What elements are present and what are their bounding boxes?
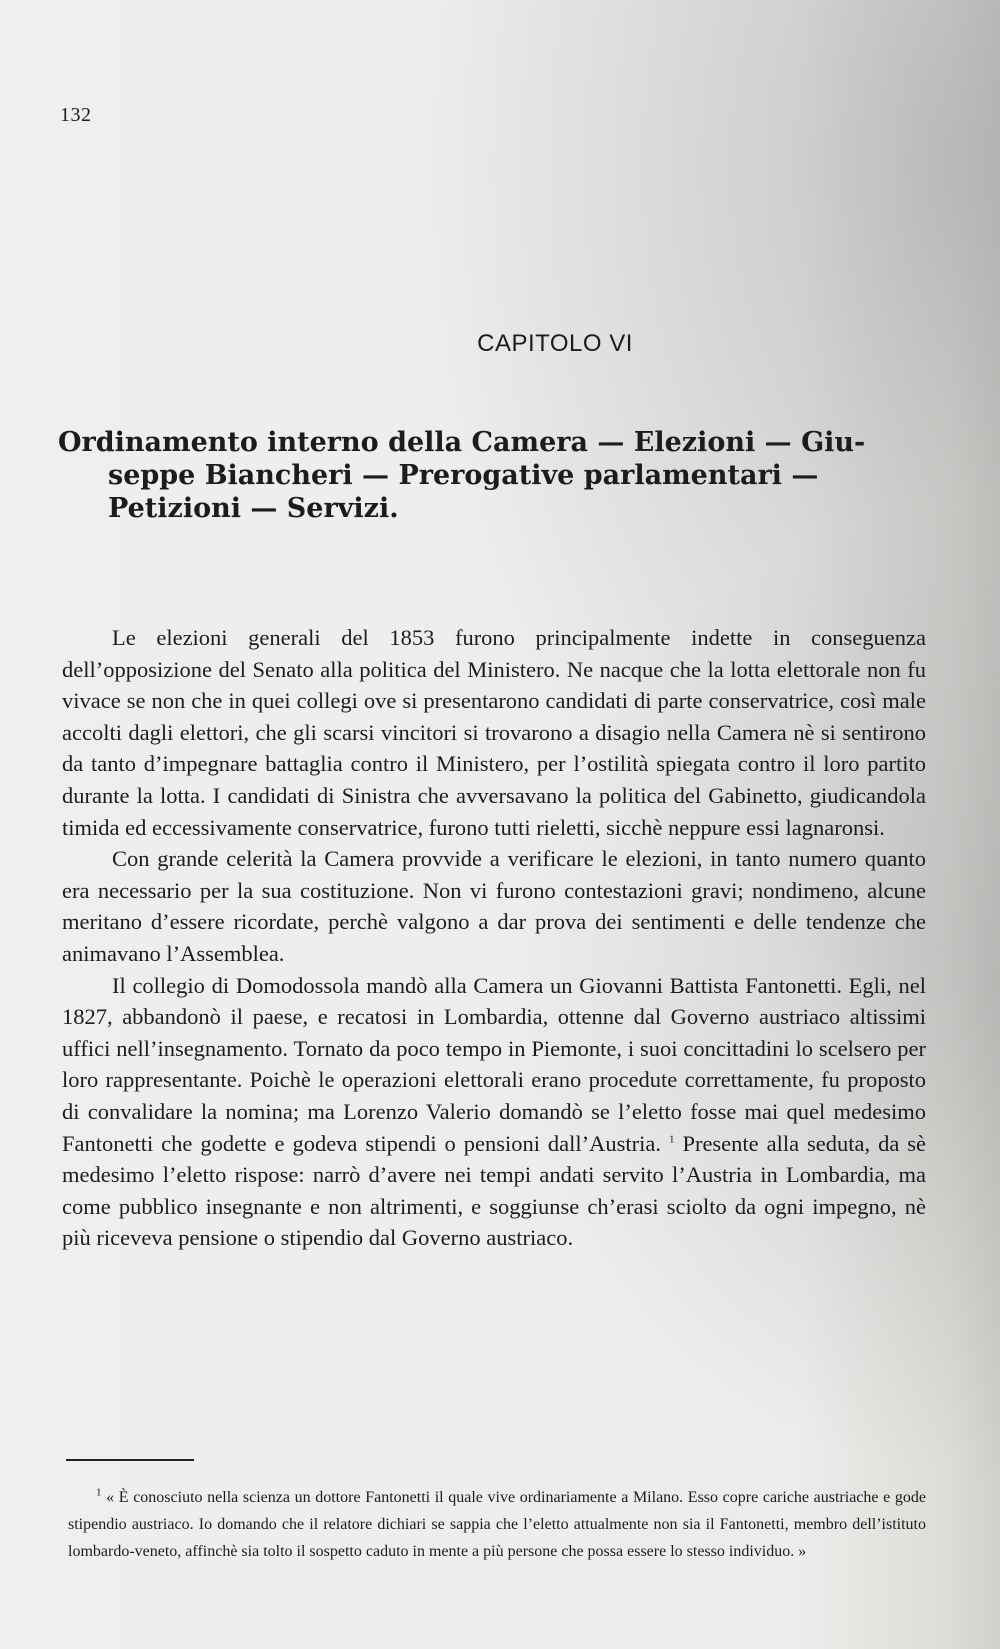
heading-line-1: Ordinamento interno della Camera — Elezioni — Giu- — [58, 427, 866, 458]
paragraph-1: Le elezioni generali del 1853 furono principalmente indette in conseguenza dell’opposizione del Senato alla politica del Ministero. Ne nacque che la lotta elettorale non fu vivace se non che in quei collegi ove si presentarono candidati di parte conservatrice, così male accolti dagli elettori, che gli scarsi vincitori si trovarono a disagio nella Camera nè si sentirono da tanto d’impegnare battaglia contro il Ministero, per l’ostilità spiegata contro il loro partito durante la lotta. I candidati di Sinistra che avversavano la politica del Gabinetto, giudicandola timida ed eccessivamente conservatrice, furono tutti rieletti, sicchè neppure essi lagnaronsi. — [62, 625, 926, 840]
heading-line-3: Petizioni — Servizi. — [108, 493, 399, 524]
footnote-reference: 1 — [668, 1133, 675, 1145]
paragraph-3 — [62, 970, 926, 1254]
paragraph-2: Con grande celerità la Camera provvide a verificare le elezioni, in tanto numero quanto era necessario per la sua costituzione. Non vi furono contestazioni gravi; nondimeno, alcune meritano d’essere ricordate, perchè valgono a dar prova dei sentimenti e delle tendenze che animavano l’Assemblea. — [62, 846, 926, 966]
footnote-divider — [66, 1459, 194, 1461]
chapter-title — [0, 330, 1000, 358]
paragraph-3-text: Il collegio di Domodossola mandò alla Camera un Giovanni Battista Fantonetti. Egli, nel 1827, abbandonò il paese, e recatosi in Lombardia, ottenne dal Governo austriaco altissimi uffici nell’insegnamento. Tornato da poco tempo in Piemonte, i suoi concittadini lo scelsero per loro rappresentante. Poichè le operazioni elettorali erano procedute correttamente, fu proposto di convalidare la nomina; ma Lorenzo Valerio domandò se l’eletto fosse mai quel medesimo Fantonetti che godette e godeva stipendi o pensioni dall’Austria. — [62, 972, 926, 1156]
paragraph-3-continuation: Presente alla seduta, da sè medesimo l’eletto rispose: narrò d’avere nei tempi andati servito l’Austria in Lombardia, ma come pubblico insegnante e non altrimenti, e soggiunse ch’erasi sciolto da ogni impegno, nè più riceveva pensione o stipendio dal Governo austriaco. — [62, 1130, 926, 1251]
footnote-text: « È conosciuto nella scienza un dottore Fantonetti il quale vive ordinariamente a Milano. Esso copre cariche austriache e gode stipendio austriaco. Io domando che il relatore dichiari se sappia che l’eletto attualmente non sia il Fantonetti, membro dell’istituto lombardo-veneto, affinchè sia tolto il sospetto caduto in mente a più persone che possa essere lo stesso individuo. » — [68, 1489, 926, 1560]
heading-line-2: seppe Biancheri — Prerogative parlamentari — — [108, 460, 819, 491]
footnote — [68, 1484, 926, 1565]
page-number: 132 — [60, 104, 92, 126]
footnote-number: 1 — [96, 1486, 102, 1499]
body-text — [62, 622, 926, 1254]
chapter-title-text: CAPITOLO VI — [477, 330, 633, 357]
chapter-heading — [58, 426, 928, 525]
